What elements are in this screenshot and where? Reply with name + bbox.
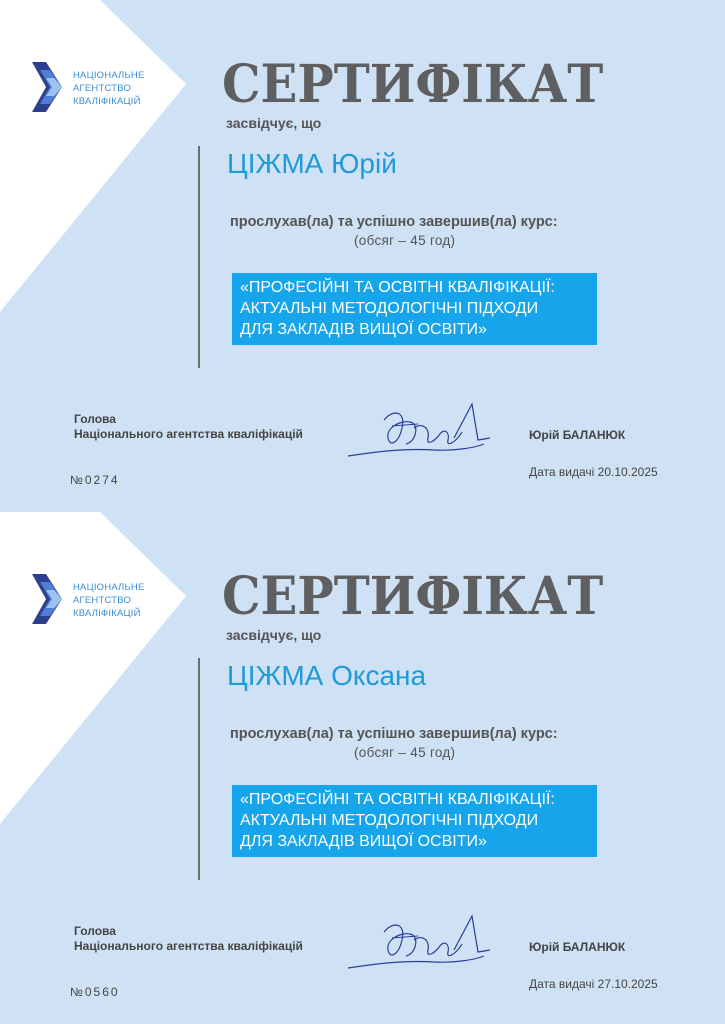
completed-course-text: прослухав(ла) та успішно завершив(ла) курс: [230,726,558,742]
issue-date: Дата видачі 20.10.2025 [529,465,658,479]
course-line: АКТУАЛЬНІ МЕТОДОЛОГІЧНІ ПІДХОДИ [240,812,539,829]
agency-logo [32,574,182,626]
issue-date: Дата видачі 27.10.2025 [529,977,658,991]
course-title-box [232,785,597,857]
course-volume: (обсяг – 45 год) [354,233,456,248]
certificate-2 [0,512,725,1024]
signer-name: Юрій БАЛАНЮК [529,940,626,954]
signatory-position: Голова Національного агентства кваліфікацій [74,412,303,441]
agency-logo-icon [32,62,68,112]
certificate-title: СЕРТИФІКАТ [222,54,604,115]
course-line: «ПРОФЕСІЙНІ ТА ОСВІТНІ КВАЛІФІКАЦІЇ: [240,791,555,808]
course-line: «ПРОФЕСІЙНІ ТА ОСВІТНІ КВАЛІФІКАЦІЇ: [240,279,555,296]
course-line: ДЛЯ ЗАКЛАДІВ ВИЩОЇ ОСВІТИ» [240,833,487,850]
course-line: ДЛЯ ЗАКЛАДІВ ВИЩОЇ ОСВІТИ» [240,321,487,338]
agency-logo [32,62,182,114]
course-title-box [232,273,597,345]
course-volume: (обсяг – 45 год) [354,745,456,760]
vertical-divider [198,658,200,880]
completed-course-text: прослухав(ла) та успішно завершив(ла) курс: [230,214,558,230]
agency-logo-icon [32,574,68,624]
logo-text: НАЦІОНАЛЬНЕ АГЕНТСТВО КВАЛІФІКАЦІЙ [73,582,145,619]
logo-text: НАЦІОНАЛЬНЕ АГЕНТСТВО КВАЛІФІКАЦІЙ [73,70,145,107]
certificate-number: №0560 [70,985,120,999]
certificate-title: СЕРТИФІКАТ [222,566,604,627]
signer-name: Юрій БАЛАНЮК [529,428,626,442]
recipient-name: ЦІЖМА Юрій [227,148,397,179]
certifies-text: засвідчує, що [226,627,322,643]
certificate-number: №0274 [70,473,120,487]
signatory-position: Голова Національного агентства кваліфікацій [74,924,303,953]
recipient-name: ЦІЖМА Оксана [227,660,427,691]
certifies-text: засвідчує, що [226,115,322,131]
signature-icon [344,398,494,462]
course-line: АКТУАЛЬНІ МЕТОДОЛОГІЧНІ ПІДХОДИ [240,300,539,317]
vertical-divider [198,146,200,368]
signature-icon [344,910,494,974]
